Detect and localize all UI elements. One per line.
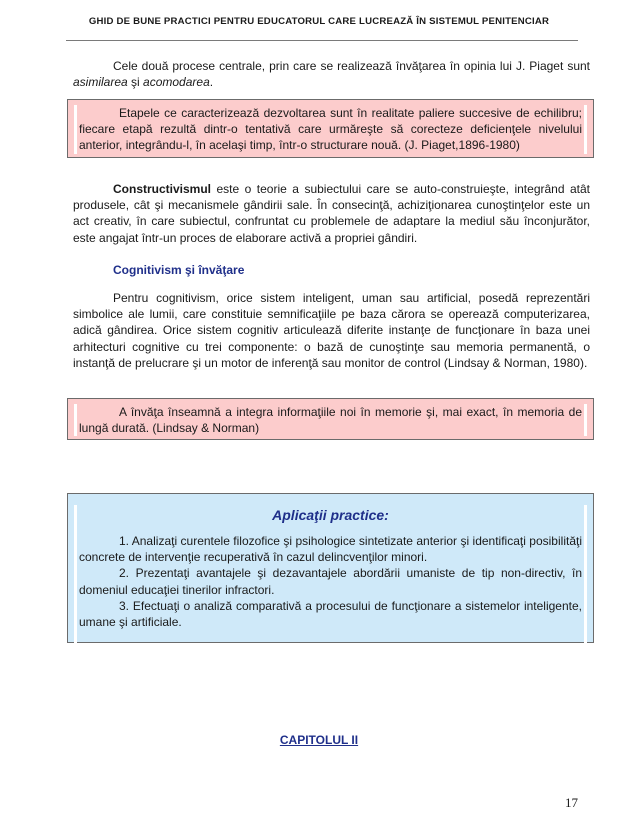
intro-conjunction: şi (127, 75, 144, 90)
lindsay-quote-text: A învăţa înseamnă a integra informaţiile noi în memorie şi, mai exact, în memoria de lungă durată. (Lindsay & Norman) (79, 405, 582, 436)
header-divider (66, 40, 578, 41)
intro-paragraph (73, 58, 590, 90)
constructivism-paragraph (73, 181, 590, 246)
cognitivism-paragraph: Pentru cognitivism, orice sistem inteligent, uman sau artificial, posedă reprezentări simbolice ale lumii, care constituie semnificaţiile pe baza cărora se operează computerizarea, adică gândirea. Orice sistem cognitiv articulează diferite instanţe de funcţionare în baza unei arhitecturi cognitive cu trei componente: o bază de cunoştinţe sau memoria permanentă, o instanţă de prelucrare şi un motor de inferenţă sau monitor de control (Lindsay & Norman, 1980). (73, 291, 590, 370)
cognitivism-heading: Cognitivism şi învăţare (113, 263, 245, 277)
page-number: 17 (565, 795, 578, 810)
constructivism-text: este o teorie a subiectului care se auto-construieşte, integrând atât produsele, cât şi mecanismele gândirii sale. În consecinţă, achiziţionarea cunoştinţelor este un act creativ, în care subiectul, confruntat cu problemele de adaptare la mediul său înconjurător, este angajat într-un proces de elaborare activă a propriei gândiri. (73, 182, 590, 245)
lindsay-quote-box (67, 398, 594, 440)
practice-item: 3. Efectuaţi o analiză comparativă a procesului de funcţionare a sistemelor inteligente, umane şi artificiale. (79, 598, 582, 630)
page-header: GHID DE BUNE PRACTICI PENTRU EDUCATORUL CARE LUCREAZĂ ÎN SISTEMUL PENITENCIAR (88, 16, 550, 27)
practice-item: 1. Analizaţi curentele filozofice şi psihologice sintetizate anterior şi identificaţi posibilităţi concrete de intervenţie recuperativă în cazul delincvenţilor minori. (79, 534, 582, 565)
practice-title: Aplicaţii practice: (272, 507, 389, 523)
chapter-title: CAPITOLUL II (279, 733, 359, 747)
intro-text: Cele două procese centrale, prin care se realizează învăţarea în opinia lui J. Piaget sunt (113, 59, 590, 73)
piaget-quote-box (67, 99, 594, 158)
practice-box (67, 493, 594, 643)
intro-end: . (209, 75, 214, 90)
term-assimilation: asimilarea (73, 75, 128, 90)
piaget-quote-text: Etapele ce caracterizează dezvoltarea sunt în realitate paliere succesive de echilibru; fiecare etapă rezultă dintr-o tentativă care urmăreşte să corecteze deficienţele nivelului anterior, integrându-l, în acelaşi timp, într-o structurare nouă. (J. Piaget,1896-1980) (79, 106, 582, 153)
practice-item: 2. Prezentaţi avantajele şi dezavantajele abordării umaniste de tip non-directiv, în domeniul educaţiei tinerilor infractori. (79, 566, 582, 597)
constructivism-term: Constructivismul (113, 182, 212, 196)
term-accommodation: acomodarea (143, 75, 210, 90)
